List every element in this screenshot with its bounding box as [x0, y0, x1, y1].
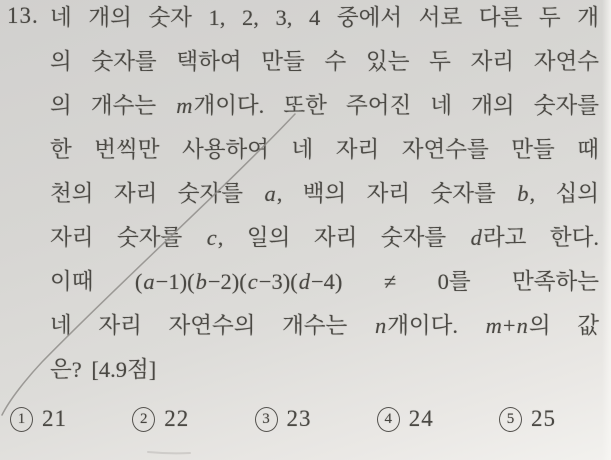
text-segment: 자리 숫자를: [50, 225, 206, 250]
question-text: [50, 0, 599, 392]
page-edge-highlight: [602, 0, 611, 460]
choice-3-circle-marker: 3: [255, 407, 278, 432]
choice-4-circle-marker: 4: [377, 407, 400, 432]
text-segment: , 십의: [529, 181, 599, 206]
math-variable: d: [298, 269, 310, 294]
math-variable: a: [143, 269, 155, 294]
question-line: [50, 304, 599, 348]
choice-1: [10, 406, 67, 432]
math-variable: c: [247, 269, 258, 294]
math-variable: d: [470, 225, 482, 250]
text-segment: 의 개수는: [50, 93, 176, 118]
choice-4-value: 24: [408, 406, 434, 431]
math-variable: b: [517, 181, 529, 206]
text-segment: −3)(: [258, 269, 298, 294]
text-segment: , 일의 자리 숫자를: [217, 225, 470, 250]
question-line: [50, 172, 599, 216]
text-segment: 개이다.: [387, 313, 485, 338]
choice-2: [132, 406, 189, 432]
smudge-mark: [148, 452, 190, 453]
text-segment: 의 숫자를 택하여 만들 수 있는 두 자리 자연수: [50, 49, 599, 74]
question-number: 13.: [7, 3, 39, 28]
text-segment: 개이다. 또한 주어진 네 개의 숫자를: [193, 93, 599, 118]
choice-5-value: 25: [531, 406, 556, 431]
question-line-formula: [50, 260, 599, 304]
text-segment: 라고 한다.: [482, 225, 599, 250]
text-segment: 은? [4.9점]: [50, 357, 157, 382]
question-line: [50, 84, 599, 128]
choice-5-circle-marker: 5: [499, 407, 522, 432]
text-segment: 네 개의 숫자 1, 2, 3, 4 중에서 서로 다른 두 개: [50, 5, 599, 30]
text-segment: 한 번씩만 사용하여 네 자리 자연수를 만들 때: [50, 137, 599, 162]
question-line-points: [50, 348, 599, 392]
text-segment: −1)(: [155, 269, 195, 294]
text-segment: −4) ≠ 0를 만족하는: [310, 269, 599, 294]
question-line: [50, 216, 599, 260]
math-variable: b: [195, 269, 207, 294]
question-line: [50, 0, 599, 40]
choice-5: [499, 406, 556, 432]
choice-1-value: 21: [42, 406, 67, 431]
question-line: [50, 128, 599, 172]
math-variable: m: [485, 313, 502, 338]
text-segment: 천의 자리 숫자를: [50, 181, 264, 206]
text-segment: −2)(: [207, 269, 247, 294]
text-segment: , 백의 자리 숫자를: [276, 181, 517, 206]
text-segment: +: [502, 313, 516, 338]
choice-4: [377, 406, 434, 432]
choice-1-circle-marker: 1: [10, 407, 33, 432]
choice-3: [255, 406, 312, 432]
math-variable: n: [374, 313, 387, 338]
text-segment: 의 값: [528, 313, 599, 338]
math-variable: m: [176, 93, 193, 118]
question-line: [50, 40, 599, 84]
text-segment: 네 자리 자연수의 개수는: [50, 313, 374, 338]
choice-2-circle-marker: 2: [132, 407, 155, 432]
choice-3-value: 23: [286, 406, 312, 431]
text-segment: 이때 (: [50, 269, 143, 294]
choice-2-value: 22: [164, 406, 190, 431]
math-variable: c: [206, 225, 217, 250]
math-variable: n: [516, 313, 528, 338]
math-variable: a: [264, 181, 276, 206]
answer-choices: [10, 406, 556, 432]
